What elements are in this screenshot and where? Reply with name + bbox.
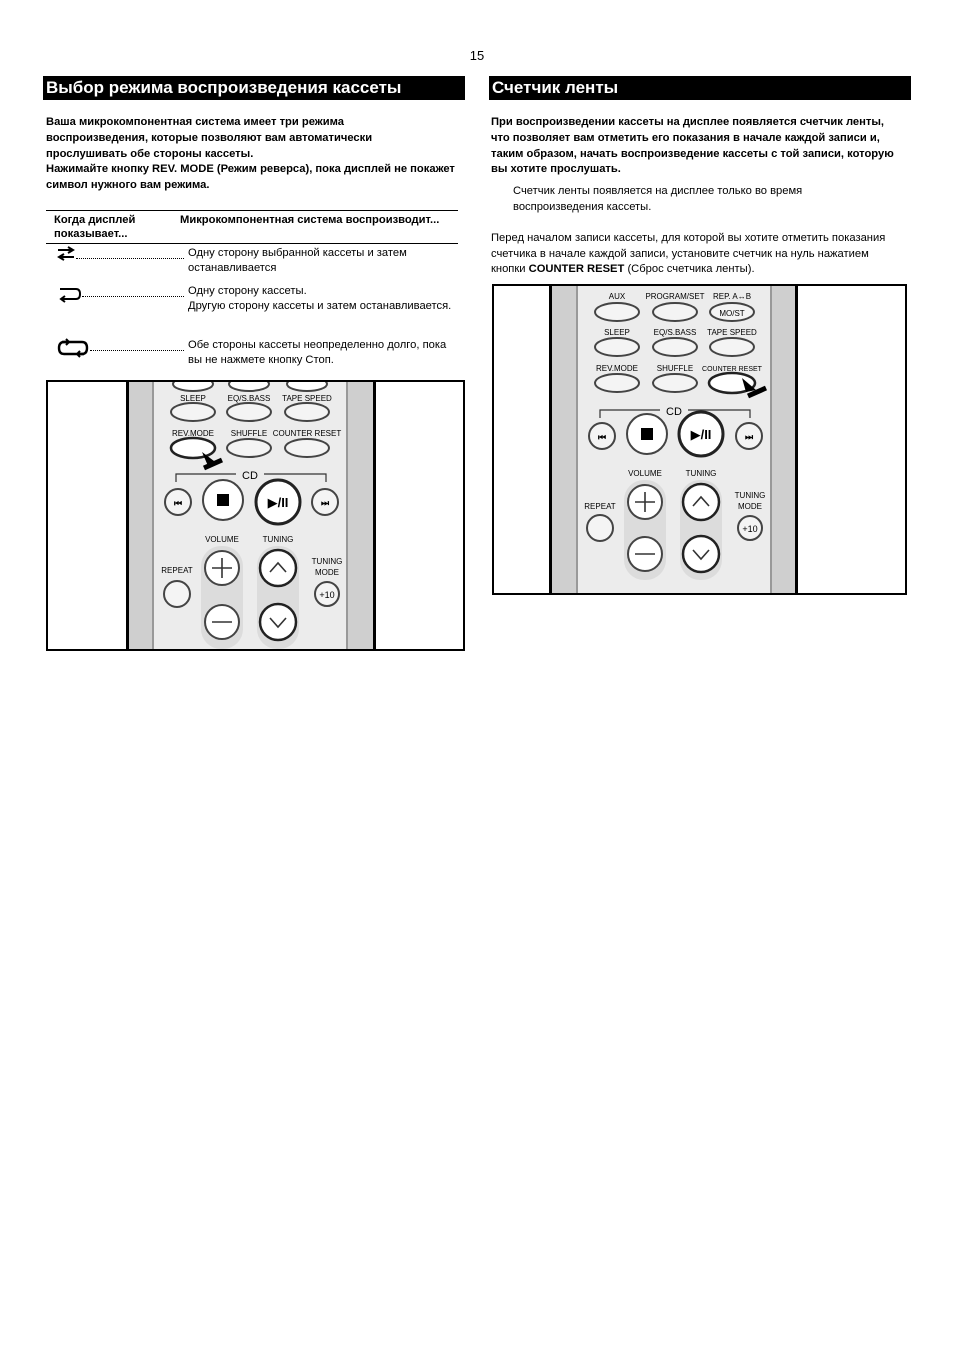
- remote-figure-counter-reset: [492, 284, 907, 595]
- continuous-loop-icon: [56, 338, 90, 358]
- label-aux: AUX: [608, 292, 626, 301]
- label-rev-mode: REV.MODE: [596, 364, 638, 373]
- label-tuning: TUNING: [262, 535, 294, 544]
- svg-text:⏮: ⏮: [597, 432, 607, 442]
- label-shuffle: SHUFFLE: [656, 364, 694, 373]
- label-program-set: PROGRAM/SET: [645, 292, 705, 301]
- right-column: [489, 76, 911, 278]
- label-cd: CD: [242, 470, 258, 482]
- section-title-tape-counter: Счетчик ленты: [489, 76, 911, 100]
- svg-text:▶/II: ▶/II: [690, 427, 712, 442]
- mode-row-continuous: [46, 338, 458, 368]
- label-volume: VOLUME: [205, 535, 239, 544]
- label-tuning: TUNING: [685, 469, 717, 478]
- left-column: [43, 76, 465, 366]
- label-shuffle: SHUFFLE: [230, 429, 268, 438]
- mode-row-text-line-2: Другую сторону кассеты и затем останавливается.: [188, 300, 452, 312]
- counter-reset-paragraph: [491, 231, 903, 278]
- label-counter-reset: COUNTER RESET: [702, 366, 762, 373]
- label-tape-speed: TAPE SPEED: [282, 394, 332, 403]
- table-top-rule: [46, 210, 458, 211]
- svg-text:⏭: ⏭: [744, 432, 754, 442]
- mode-table: [46, 210, 458, 366]
- leader-dots: [76, 246, 184, 259]
- label-tuning-mode-1: TUNING: [311, 557, 343, 566]
- label-tape-speed: TAPE SPEED: [707, 328, 757, 337]
- table-header: [46, 213, 458, 244]
- svg-text:⏭: ⏭: [320, 498, 330, 508]
- label-cd: CD: [666, 406, 682, 418]
- label-eq-bass: EQ/S.BASS: [227, 394, 271, 403]
- counter-note-paragraph: Счетчик ленты появляется на дисплее только во время воспроизведения кассеты.: [513, 185, 803, 213]
- instruction-paragraph: Нажимайте кнопку REV. MODE (Режим реверса), пока дисплей не покажет символ нужного вам режима.: [46, 163, 455, 192]
- mode-row-text: Одну сторону выбранной кассеты и затем останавливается: [188, 247, 407, 274]
- section-title-playback-mode: Выбор режима воспроизведения кассеты: [43, 76, 465, 100]
- mode-row-one-way: [46, 246, 458, 276]
- page-number: 15: [469, 48, 485, 63]
- single-reverse-icon: [56, 284, 82, 306]
- label-plus10: +10: [742, 524, 758, 534]
- remote-figure-rev-mode: [46, 380, 465, 651]
- label-counter-reset: COUNTER RESET: [272, 429, 342, 438]
- label-volume: VOLUME: [628, 469, 662, 478]
- label-plus10: +10: [319, 590, 335, 600]
- label-mo-st: MO/ST: [719, 309, 745, 318]
- label-rev-mode: REV.MODE: [172, 429, 214, 438]
- counter-intro-paragraph: При воспроизведении кассеты на дисплее появляется счетчик ленты, что позволяет вам отметить его показания в начале каждой записи и, таким образом, начать воспроизведение кассеты с той записи, которую вы хотите прослушать.: [491, 116, 894, 176]
- counter-reset-text-before: Перед началом записи кассеты, для которой вы хотите отметить показания счетчика в начале каждой записи, установите счетчик на нуль нажатием кнопки: [491, 232, 886, 276]
- label-sleep: SLEEP: [180, 394, 206, 403]
- mode-row-text-line-1: Одну сторону кассеты.: [188, 285, 307, 297]
- label-tuning-mode-2: MODE: [738, 502, 762, 511]
- one-way-arrow-icon: [56, 246, 76, 262]
- leader-dots: [82, 284, 184, 297]
- mode-row-single-reverse: [46, 284, 458, 314]
- table-header-display: Когда дисплей показывает...: [54, 214, 136, 240]
- counter-reset-key: COUNTER RESET: [528, 263, 625, 276]
- counter-reset-text-after: (Сброс счетчика ленты).: [627, 263, 755, 276]
- table-header-plays: Микрокомпонентная система воспроизводит...: [180, 214, 440, 226]
- label-eq-bass: EQ/S.BASS: [653, 328, 697, 337]
- label-repeat: REPEAT: [161, 566, 193, 575]
- label-repeat: REPEAT: [584, 502, 616, 511]
- mode-row-text: Обе стороны кассеты неопределенно долго, пока вы не нажмете кнопку Стоп.: [188, 339, 447, 366]
- label-rep-ab: REP. A↔B: [712, 292, 752, 301]
- label-tuning-mode-1: TUNING: [734, 491, 766, 500]
- label-sleep: SLEEP: [604, 328, 630, 337]
- leader-dots: [90, 338, 184, 351]
- svg-text:⏮: ⏮: [173, 498, 183, 508]
- svg-text:▶/II: ▶/II: [267, 495, 289, 510]
- rev-mode-button[interactable]: [171, 438, 215, 458]
- intro-paragraph: Ваша микрокомпонентная система имеет три режима воспроизведения, которые позволяют вам автоматически прослушивать обе стороны кассеты.: [46, 116, 373, 160]
- label-tuning-mode-2: MODE: [315, 568, 339, 577]
